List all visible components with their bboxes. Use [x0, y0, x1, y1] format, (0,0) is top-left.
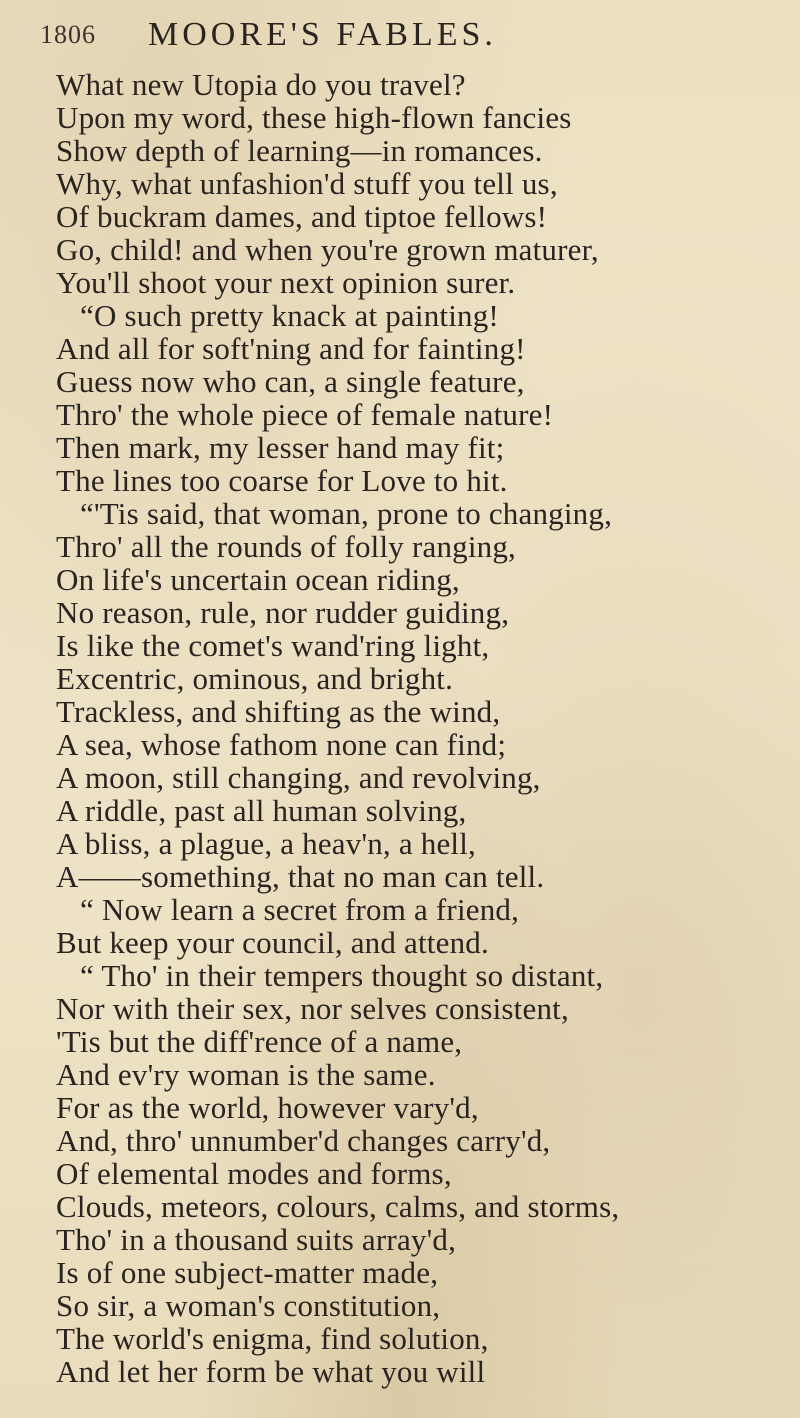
poem-line: Is like the comet's wand'ring light, [56, 628, 490, 663]
page-header [0, 12, 800, 62]
poem-line: You'll shoot your next opinion surer. [56, 265, 516, 300]
poem-line: For as the world, however vary'd, [56, 1090, 479, 1125]
running-title: MOORE'S FABLES. [148, 16, 497, 53]
poem-line: Guess now who can, a single feature, [56, 364, 525, 399]
poem-line: Why, what unfashion'd stuff you tell us, [56, 166, 558, 201]
poem-line: Tho' in a thousand suits array'd, [56, 1222, 457, 1257]
poem-line: Of buckram dames, and tiptoe fellows! [56, 199, 548, 234]
poem-line: A moon, still changing, and revolving, [56, 760, 541, 795]
poem-line: Of elemental modes and forms, [56, 1156, 452, 1191]
poem-line: Is of one subject-matter made, [56, 1255, 439, 1290]
poem-line: And, thro' unnumber'd changes carry'd, [56, 1123, 551, 1158]
poem-line: Thro' all the rounds of folly ranging, [56, 529, 517, 564]
poem-line: Upon my word, these high-flown fancies [56, 100, 572, 135]
poem-line: “'Tis said, that woman, prone to changing, [80, 496, 613, 531]
poem-line: A sea, whose fathom none can find; [56, 727, 507, 762]
poem-line: Clouds, meteors, colours, calms, and storms, [56, 1189, 620, 1224]
poem-line: What new Utopia do you travel? [56, 67, 466, 102]
poem-line: Nor with their sex, nor selves consistent, [56, 991, 569, 1026]
poem-line: The lines too coarse for Love to hit. [56, 463, 508, 498]
poem-line: Trackless, and shifting as the wind, [56, 694, 501, 729]
poem-line: A——something, that no man can tell. [56, 859, 545, 894]
poem-line: 'Tis but the diff'rence of a name, [56, 1024, 463, 1059]
poem-line: A riddle, past all human solving, [56, 793, 467, 828]
poem-line: “O such pretty knack at painting! [80, 298, 499, 333]
poem-line: And all for soft'ning and for fainting! [56, 331, 526, 366]
poem-line: No reason, rule, nor rudder guiding, [56, 595, 510, 630]
poem-line: Thro' the whole piece of female nature! [56, 397, 554, 432]
poem-line: Excentric, ominous, and bright. [56, 661, 454, 696]
poem-line: Go, child! and when you're grown maturer, [56, 232, 599, 267]
poem-line: “ Tho' in their tempers thought so distant, [80, 958, 604, 993]
poem-line: Then mark, my lesser hand may fit; [56, 430, 505, 465]
page-year: 1806 [40, 20, 96, 49]
poem-line: “ Now learn a secret from a friend, [80, 892, 520, 927]
poem-line: And ev'ry woman is the same. [56, 1057, 436, 1092]
poem-line: So sir, a woman's constitution, [56, 1288, 441, 1323]
poem-line: A bliss, a plague, a heav'n, a hell, [56, 826, 476, 861]
poem-line: Show depth of learning—in romances. [56, 133, 543, 168]
poem-line: On life's uncertain ocean riding, [56, 562, 460, 597]
poem-line: And let her form be what you will [56, 1354, 486, 1389]
poem-line: The world's enigma, find solution, [56, 1321, 489, 1356]
poem-line: But keep your council, and attend. [56, 925, 489, 960]
